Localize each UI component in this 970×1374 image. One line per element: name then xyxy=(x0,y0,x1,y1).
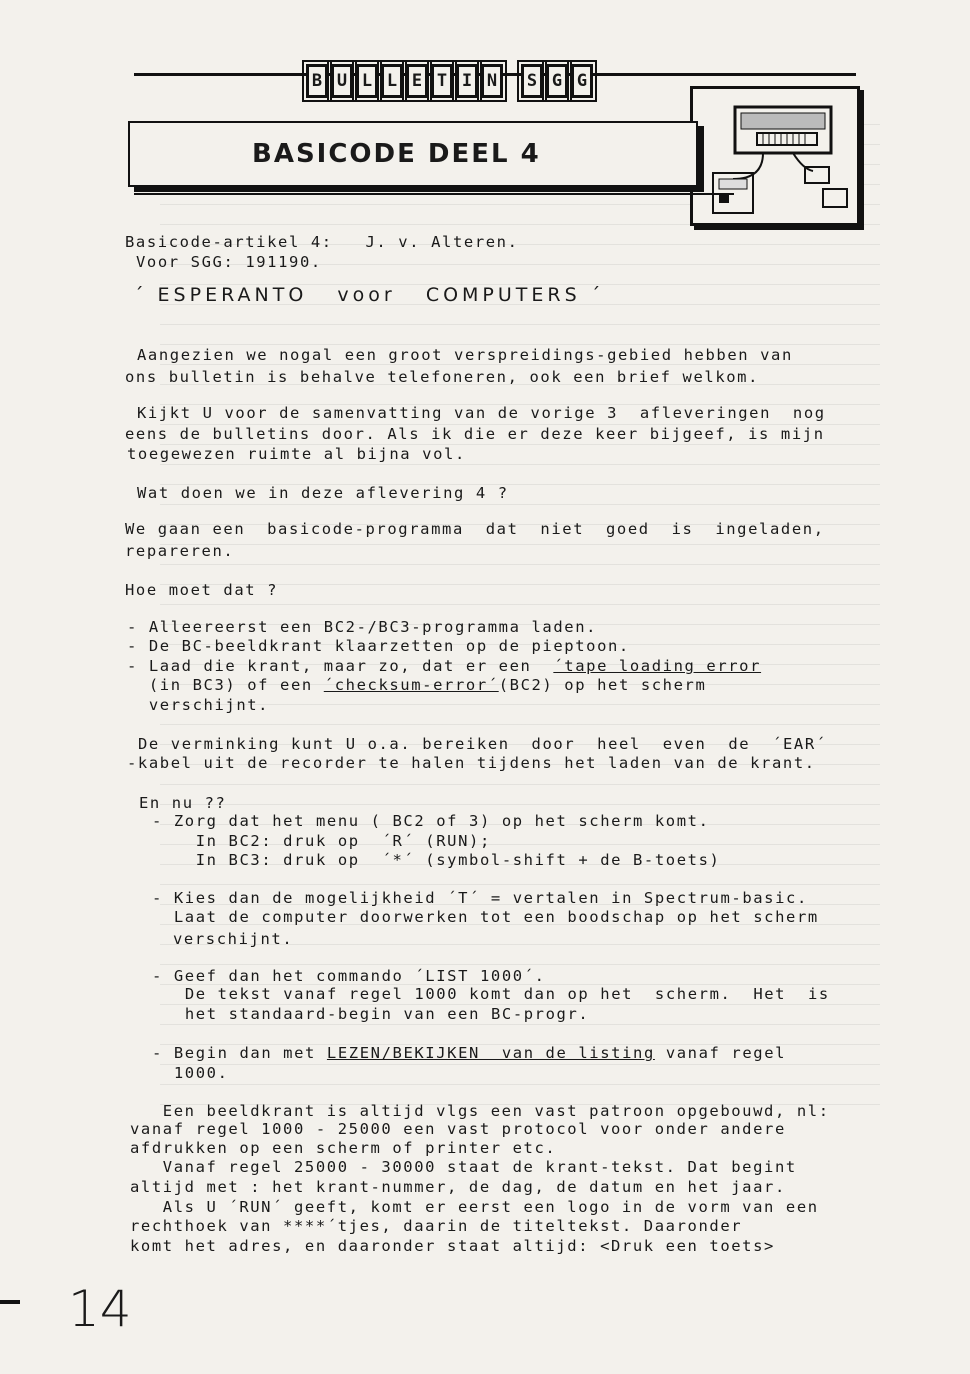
list-item: 1000. xyxy=(152,1064,229,1082)
list-item: In BC2: druk op ´R´ (RUN); xyxy=(152,832,491,850)
paragraph-line: repareren. xyxy=(125,542,235,560)
paragraph-line: altijd met : het krant-nummer, de dag, de datum en het jaar. xyxy=(130,1178,786,1196)
paragraph-line: vanaf regel 1000 - 25000 een vast protocol voor onder andere xyxy=(130,1120,786,1138)
list-item: - Alleereerst een BC2-/BC3-programma laden. xyxy=(127,618,598,636)
paragraph-line: Hoe moet dat ? xyxy=(125,581,279,599)
masthead-letter: U xyxy=(331,64,353,98)
paragraph-line: toegewezen ruimte al bijna vol. xyxy=(127,445,466,463)
article-title: BASICODE DEEL 4 xyxy=(252,139,541,169)
masthead-letter: E xyxy=(406,64,428,98)
paragraph-line: rechthoek van ****´tjes, daarin de titeltekst. Daaronder xyxy=(130,1217,743,1235)
paragraph-line: Vanaf regel 25000 - 30000 staat de krant-tekst. Dat begint xyxy=(130,1158,797,1176)
list-item: In BC3: druk op ´*´ (symbol-shift + de B-toets) xyxy=(152,851,721,869)
masthead-letter: S xyxy=(521,64,543,98)
paragraph-line: Kijkt U voor de samenvatting van de vorige 3 afleveringen nog xyxy=(137,404,826,422)
list-item: - De BC-beeldkrant klaarzetten op de pieptoon. xyxy=(127,637,630,655)
masthead-letter: T xyxy=(431,64,453,98)
masthead-letter: L xyxy=(381,64,403,98)
list-item: - Kies dan de mogelijkheid ´T´ = vertalen in Spectrum-basic. xyxy=(152,889,808,907)
paragraph-line: Als U ´RUN´ geeft, komt er eerst een logo in de vorm van een xyxy=(130,1198,819,1216)
paragraph-line: En nu ?? xyxy=(139,794,227,812)
masthead-letter: I xyxy=(456,64,478,98)
paragraph-line: Wat doen we in deze aflevering 4 ? xyxy=(137,484,509,502)
masthead-letter: G xyxy=(546,64,568,98)
computer-illustration xyxy=(690,86,860,226)
section-heading: ´ ESPERANTO voor COMPUTERS ´ xyxy=(134,284,605,306)
masthead-letter: N xyxy=(481,64,503,98)
byline: Basicode-artikel 4: J. v. Alteren. xyxy=(125,233,519,251)
paragraph-line: De verminking kunt U o.a. bereiken door heel even de ´EAR´ xyxy=(138,735,827,753)
paragraph-line: Een beeldkrant is altijd vlgs een vast patroon opgebouwd, nl: xyxy=(130,1102,830,1120)
article-title-box xyxy=(128,121,698,187)
list-item: De tekst vanaf regel 1000 komt dan op het scherm. Het is xyxy=(163,985,830,1003)
masthead-bulletin-sgg xyxy=(306,64,593,98)
list-item: het standaard-begin van een BC-progr. xyxy=(163,1005,590,1023)
list-item: Laat de computer doorwerken tot een boodschap op het scherm xyxy=(152,908,819,926)
masthead-letter: L xyxy=(356,64,378,98)
list-item: - Zorg dat het menu ( BC2 of 3) op het scherm komt. xyxy=(152,812,710,830)
paragraph-line: komt het adres, en daaronder staat altijd: <Druk een toets> xyxy=(130,1237,775,1255)
paragraph-line: Aangezien we nogal een groot verspreidings-gebied hebben van xyxy=(137,346,793,364)
margin-mark xyxy=(0,1300,20,1304)
list-item: verschijnt. xyxy=(127,696,270,714)
page-number: 14 xyxy=(68,1280,132,1338)
paragraph-line: -kabel uit de recorder te halen tijdens het laden van de krant. xyxy=(127,754,816,772)
list-item: - Begin dan met LEZEN/BEKIJKEN van de listing vanaf regel xyxy=(152,1044,787,1062)
paragraph-line: ons bulletin is behalve telefoneren, ook een brief welkom. xyxy=(125,368,760,386)
list-item: verschijnt. xyxy=(173,930,294,948)
list-item: - Laad die krant, maar zo, dat er een ´tape loading error xyxy=(127,657,762,675)
list-item: (in BC3) of een ´checksum-error´(BC2) op het scherm xyxy=(127,676,707,694)
title-underline xyxy=(134,193,734,195)
paragraph-line: We gaan een basicode-programma dat niet goed is ingeladen, xyxy=(125,520,825,538)
paragraph-line: afdrukken op een scherm of printer etc. xyxy=(130,1139,557,1157)
byline: Voor SGG: 191190. xyxy=(136,253,322,271)
computer-icon xyxy=(693,89,857,223)
paragraph-line: eens de bulletins door. Als ik die er deze keer bijgeef, is mijn xyxy=(125,425,825,443)
masthead-letter: B xyxy=(306,64,328,98)
masthead-letter: G xyxy=(571,64,593,98)
list-item: - Geef dan het commando ´LIST 1000´. xyxy=(152,967,546,985)
